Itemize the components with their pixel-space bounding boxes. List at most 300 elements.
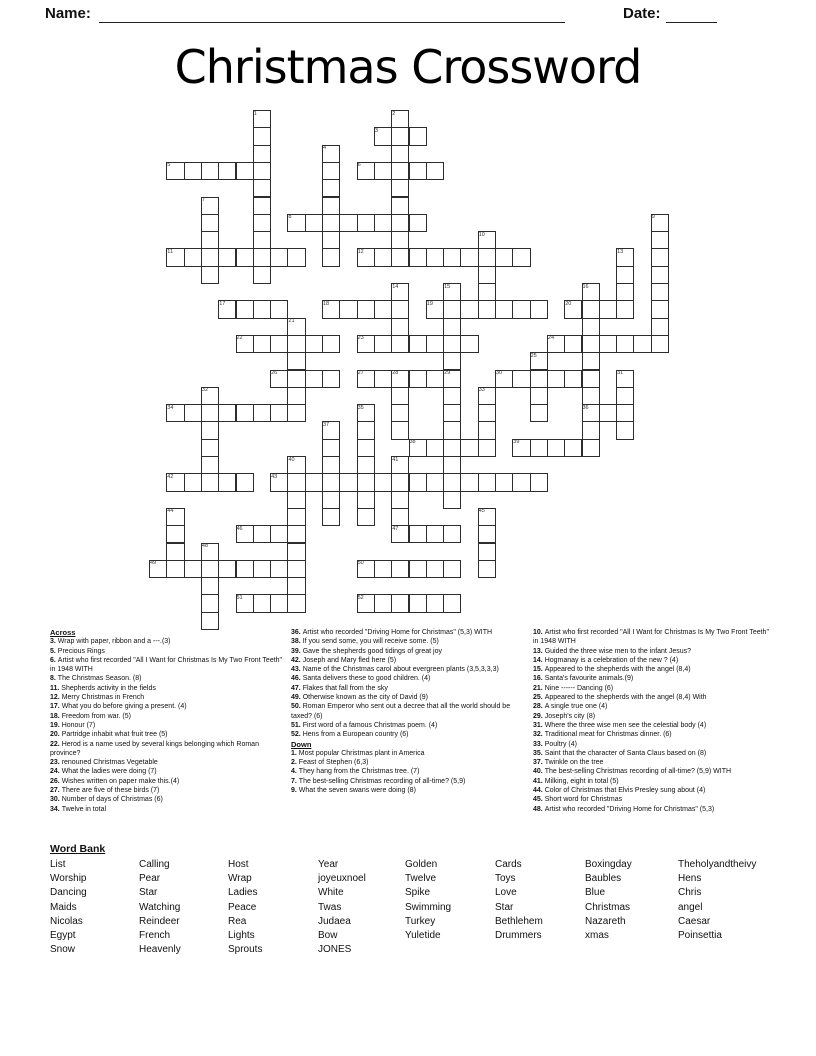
grid-cell[interactable] [426,162,444,180]
grid-cell[interactable] [651,335,669,353]
grid-cell[interactable] [478,404,496,422]
clue-number: 22 [236,335,243,342]
word-bank-column-6 [495,858,543,943]
grid-cell[interactable] [391,231,409,249]
clue-number: 43 [271,473,278,480]
grid-cell[interactable] [322,145,340,163]
grid-cell[interactable] [478,525,496,543]
grid-cell[interactable] [270,525,288,543]
grid-cell[interactable] [478,421,496,439]
grid-cell[interactable] [409,162,427,180]
clue-number: 5 [167,162,171,169]
grid-cell[interactable] [409,525,427,543]
grid-cell[interactable] [201,404,219,422]
clue-item-39: 39. Gave the shepherds good tidings of great joy [291,647,443,655]
grid-cell[interactable] [426,525,444,543]
grid-cell[interactable] [201,197,219,215]
grid-cell[interactable] [547,370,565,388]
grid-cell[interactable] [426,560,444,578]
grid-cell[interactable] [253,335,271,353]
grid-cell[interactable] [287,370,305,388]
grid-cell[interactable] [287,594,305,612]
grid-cell[interactable] [651,214,669,232]
clue-item-42: 42. Joseph and Mary fled here (5) [291,656,397,664]
grid-cell[interactable] [599,404,617,422]
grid-cell[interactable] [287,352,305,370]
grid-cell[interactable] [391,145,409,163]
grid-cell[interactable] [184,560,202,578]
grid-cell[interactable] [357,300,375,318]
grid-cell[interactable] [357,491,375,509]
grid-cell[interactable] [339,214,357,232]
grid-cell[interactable] [478,439,496,457]
date-blank-line[interactable] [666,4,717,23]
grid-cell[interactable] [616,421,634,439]
grid-cell[interactable] [374,248,392,266]
word-bank-column-2 [139,858,181,957]
grid-cell[interactable] [409,473,427,491]
grid-cell[interactable] [166,525,184,543]
grid-cell[interactable] [322,456,340,474]
grid-cell[interactable] [374,162,392,180]
grid-cell[interactable] [218,162,236,180]
grid-cell[interactable] [651,300,669,318]
grid-cell[interactable] [530,300,548,318]
grid-cell[interactable] [357,508,375,526]
grid-cell[interactable] [201,214,219,232]
grid-cell[interactable] [357,456,375,474]
grid-cell[interactable] [270,300,288,318]
grid-cell[interactable] [391,491,409,509]
clue-item-47: 47. Flakes that fall from the sky [291,684,388,692]
grid-cell[interactable] [391,248,409,266]
grid-cell[interactable] [166,162,184,180]
grid-cell[interactable] [322,335,340,353]
grid-cell[interactable] [201,577,219,595]
grid-cell[interactable] [166,248,184,266]
grid-cell[interactable] [201,594,219,612]
grid-cell[interactable] [582,404,600,422]
grid-cell[interactable] [443,318,461,336]
grid-cell[interactable] [253,525,271,543]
grid-cell[interactable] [391,421,409,439]
grid-cell[interactable] [478,300,496,318]
grid-cell[interactable] [357,162,375,180]
grid-cell[interactable] [512,439,530,457]
grid-cell[interactable] [478,473,496,491]
grid-cell[interactable] [270,370,288,388]
grid-cell[interactable] [322,248,340,266]
grid-cell[interactable] [391,370,409,388]
grid-cell[interactable] [184,404,202,422]
grid-cell[interactable] [374,127,392,145]
clue-item-10: 10. Artist who first recorded "All I Want for Christmas Is My Two Front Teeth" in 1948 WITH [533,629,769,646]
grid-cell[interactable] [357,404,375,422]
grid-cell[interactable] [460,439,478,457]
grid-cell[interactable] [391,387,409,405]
grid-cell[interactable] [582,283,600,301]
grid-cell[interactable] [633,335,651,353]
grid-cell[interactable] [582,318,600,336]
grid-cell[interactable] [409,335,427,353]
grid-cell[interactable] [218,300,236,318]
grid-cell[interactable] [166,508,184,526]
grid-cell[interactable] [616,248,634,266]
grid-cell[interactable] [478,560,496,578]
grid-cell[interactable] [391,110,409,128]
grid-cell[interactable] [287,473,305,491]
word-bank-word: Sprouts [228,944,263,956]
grid-cell[interactable] [253,110,271,128]
grid-cell[interactable] [253,214,271,232]
grid-cell[interactable] [478,231,496,249]
grid-cell[interactable] [443,473,461,491]
grid-cell[interactable] [253,266,271,284]
grid-cell[interactable] [616,300,634,318]
grid-cell[interactable] [270,248,288,266]
grid-cell[interactable] [287,577,305,595]
grid-cell[interactable] [253,594,271,612]
clue-item-28: 28. A single true one (4) [533,703,608,711]
grid-cell[interactable] [236,594,254,612]
grid-cell[interactable] [218,248,236,266]
word-bank-word: Swimming [405,901,452,913]
grid-cell[interactable] [322,439,340,457]
grid-cell[interactable] [582,421,600,439]
grid-cell[interactable] [443,283,461,301]
grid-cell[interactable] [409,248,427,266]
grid-cell[interactable] [616,335,634,353]
grid-cell[interactable] [253,127,271,145]
grid-cell[interactable] [201,231,219,249]
grid-cell[interactable] [339,473,357,491]
grid-cell[interactable] [582,370,600,388]
grid-cell[interactable] [443,352,461,370]
grid-cell[interactable] [616,387,634,405]
grid-cell[interactable] [512,248,530,266]
grid-cell[interactable] [218,560,236,578]
grid-cell[interactable] [564,370,582,388]
grid-cell[interactable] [201,439,219,457]
grid-cell[interactable] [253,231,271,249]
clue-item-20: 20. Partridge inhabit what fruit tree (5) [50,731,168,739]
grid-cell[interactable] [391,300,409,318]
clue-number: 32 [201,387,209,394]
grid-cell[interactable] [184,473,202,491]
grid-cell[interactable] [236,560,254,578]
grid-cell[interactable] [443,560,461,578]
grid-cell[interactable] [201,456,219,474]
grid-cell[interactable] [253,179,271,197]
grid-cell[interactable] [495,248,513,266]
grid-cell[interactable] [460,248,478,266]
grid-cell[interactable] [287,560,305,578]
grid-cell[interactable] [495,370,513,388]
grid-cell[interactable] [564,439,582,457]
grid-cell[interactable] [478,543,496,561]
grid-cell[interactable] [391,335,409,353]
clue-item-25: 25. Appeared to the shepherds with the angel (8,4) With [533,694,707,702]
grid-cell[interactable] [287,318,305,336]
grid-cell[interactable] [391,179,409,197]
grid-cell[interactable] [322,370,340,388]
grid-cell[interactable] [357,335,375,353]
grid-cell[interactable] [530,404,548,422]
word-bank-word: Reindeer [139,915,180,927]
grid-cell[interactable] [374,594,392,612]
grid-cell[interactable] [287,456,305,474]
grid-cell[interactable] [409,560,427,578]
grid-cell[interactable] [651,318,669,336]
grid-cell[interactable] [374,473,392,491]
grid-cell[interactable] [253,145,271,163]
clue-number: 18 [323,300,330,307]
grid-cell[interactable] [287,404,305,422]
grid-cell[interactable] [391,560,409,578]
grid-cell[interactable] [201,266,219,284]
grid-cell[interactable] [391,214,409,232]
grid-cell[interactable] [443,594,461,612]
grid-cell[interactable] [322,162,340,180]
grid-cell[interactable] [357,421,375,439]
grid-cell[interactable] [564,300,582,318]
clue-number: 17 [219,300,226,307]
grid-cell[interactable] [512,473,530,491]
grid-cell[interactable] [322,179,340,197]
grid-cell[interactable] [357,594,375,612]
grid-cell[interactable] [582,300,600,318]
grid-cell[interactable] [478,508,496,526]
grid-cell[interactable] [287,335,305,353]
grid-cell[interactable] [201,387,219,405]
grid-cell[interactable] [599,300,617,318]
grid-cell[interactable] [530,387,548,405]
grid-cell[interactable] [236,525,254,543]
clue-item-41: 41. Milking, eight in total (5) [533,777,619,785]
grid-cell[interactable] [391,318,409,336]
grid-cell[interactable] [391,508,409,526]
grid-cell[interactable] [391,594,409,612]
grid-cell[interactable] [443,248,461,266]
grid-cell[interactable] [443,404,461,422]
grid-cell[interactable] [166,543,184,561]
grid-cell[interactable] [409,439,427,457]
grid-cell[interactable] [357,560,375,578]
grid-cell[interactable] [166,473,184,491]
grid-cell[interactable] [443,335,461,353]
grid-cell[interactable] [443,300,461,318]
grid-cell[interactable] [253,404,271,422]
grid-cell[interactable] [270,404,288,422]
grid-cell[interactable] [651,248,669,266]
grid-cell[interactable] [530,352,548,370]
grid-cell[interactable] [270,473,288,491]
word-bank-word: French [139,930,171,942]
grid-cell[interactable] [391,473,409,491]
grid-cell[interactable] [478,266,496,284]
grid-cell[interactable] [391,127,409,145]
grid-cell[interactable] [218,473,236,491]
grid-cell[interactable] [460,335,478,353]
grid-cell[interactable] [322,197,340,215]
grid-cell[interactable] [460,473,478,491]
grid-cell[interactable] [287,508,305,526]
grid-cell[interactable] [236,404,254,422]
grid-cell[interactable] [287,543,305,561]
grid-cell[interactable] [616,404,634,422]
grid-cell[interactable] [305,214,323,232]
grid-cell[interactable] [547,439,565,457]
grid-cell[interactable] [426,300,444,318]
grid-cell[interactable] [512,370,530,388]
grid-cell[interactable] [391,456,409,474]
grid-cell[interactable] [374,560,392,578]
word-bank-word: List [50,859,66,870]
grid-cell[interactable] [357,439,375,457]
grid-cell[interactable] [270,335,288,353]
grid-cell[interactable] [478,283,496,301]
grid-cell[interactable] [253,300,271,318]
grid-cell[interactable] [512,300,530,318]
grid-cell[interactable] [409,127,427,145]
grid-cell[interactable] [391,162,409,180]
grid-cell[interactable] [616,266,634,284]
grid-cell[interactable] [391,525,409,543]
grid-cell[interactable] [651,266,669,284]
grid-cell[interactable] [616,370,634,388]
grid-cell[interactable] [426,594,444,612]
grid-cell[interactable] [236,300,254,318]
grid-cell[interactable] [253,248,271,266]
grid-cell[interactable] [287,214,305,232]
grid-cell[interactable] [495,473,513,491]
grid-cell[interactable] [374,370,392,388]
grid-cell[interactable] [443,387,461,405]
grid-cell[interactable] [253,197,271,215]
grid-cell[interactable] [322,231,340,249]
grid-cell[interactable] [374,300,392,318]
clue-number: 28 [392,370,399,376]
grid-cell[interactable] [651,283,669,301]
grid-cell[interactable] [357,248,375,266]
grid-cell[interactable] [201,543,219,561]
grid-cell[interactable] [409,594,427,612]
grid-cell[interactable] [166,560,184,578]
grid-cell[interactable] [149,560,167,578]
grid-cell[interactable] [582,439,600,457]
grid-cell[interactable] [530,439,548,457]
grid-cell[interactable] [287,525,305,543]
grid-cell[interactable] [391,197,409,215]
grid-cell[interactable] [374,335,392,353]
grid-cell[interactable] [616,283,634,301]
grid-cell[interactable] [201,421,219,439]
grid-cell[interactable] [374,214,392,232]
word-bank-word: Boxingday [585,859,632,870]
grid-cell[interactable] [201,473,219,491]
grid-cell[interactable] [443,525,461,543]
grid-cell[interactable] [201,248,219,266]
grid-cell[interactable] [582,352,600,370]
grid-cell[interactable] [443,456,461,474]
clue-item-2: 2. Feast of Stephen (6,3) [291,759,369,767]
grid-cell[interactable] [339,300,357,318]
grid-cell[interactable] [357,473,375,491]
grid-cell[interactable] [270,594,288,612]
grid-cell[interactable] [322,491,340,509]
grid-cell[interactable] [478,248,496,266]
grid-cell[interactable] [236,473,254,491]
grid-cell[interactable] [582,387,600,405]
grid-cell[interactable] [236,248,254,266]
grid-cell[interactable] [322,214,340,232]
grid-cell[interactable] [426,473,444,491]
grid-cell[interactable] [270,560,288,578]
grid-cell[interactable] [599,335,617,353]
grid-cell[interactable] [443,491,461,509]
grid-cell[interactable] [357,214,375,232]
grid-cell[interactable] [409,370,427,388]
grid-cell[interactable] [426,335,444,353]
grid-cell[interactable] [426,370,444,388]
grid-cell[interactable] [253,560,271,578]
grid-cell[interactable] [530,473,548,491]
grid-cell[interactable] [443,421,461,439]
grid-cell[interactable] [478,387,496,405]
grid-cell[interactable] [357,370,375,388]
grid-cell[interactable] [305,370,323,388]
grid-cell[interactable] [495,300,513,318]
clue-item-24: 24. What the ladies were doing (7) [50,768,157,776]
grid-cell[interactable] [236,335,254,353]
grid-cell[interactable] [287,491,305,509]
grid-cell[interactable] [184,248,202,266]
grid-cell[interactable] [184,162,202,180]
grid-cell[interactable] [391,283,409,301]
grid-cell[interactable] [651,231,669,249]
grid-cell[interactable] [426,248,444,266]
grid-cell[interactable] [253,162,271,180]
grid-cell[interactable] [287,248,305,266]
grid-cell[interactable] [287,387,305,405]
grid-cell[interactable] [236,162,254,180]
grid-cell[interactable] [322,473,340,491]
grid-cell[interactable] [426,439,444,457]
grid-cell[interactable] [564,335,582,353]
grid-cell[interactable] [582,335,600,353]
grid-cell[interactable] [443,439,461,457]
grid-cell[interactable] [305,335,323,353]
grid-cell[interactable] [322,300,340,318]
grid-cell[interactable] [530,370,548,388]
grid-cell[interactable] [460,300,478,318]
grid-cell[interactable] [166,404,184,422]
grid-cell[interactable] [322,421,340,439]
grid-cell[interactable] [218,404,236,422]
grid-cell[interactable] [547,335,565,353]
grid-cell[interactable] [322,508,340,526]
name-blank-line[interactable] [99,4,565,23]
grid-cell[interactable] [391,404,409,422]
grid-cell[interactable] [305,473,323,491]
grid-cell[interactable] [201,162,219,180]
clue-number: 50 [357,560,364,567]
grid-cell[interactable] [201,560,219,578]
word-bank-word: Poinsettia [678,930,722,942]
grid-cell[interactable] [443,370,461,388]
grid-cell[interactable] [409,214,427,232]
clue-item-52: 52. Hens from a European country (6) [291,731,409,739]
